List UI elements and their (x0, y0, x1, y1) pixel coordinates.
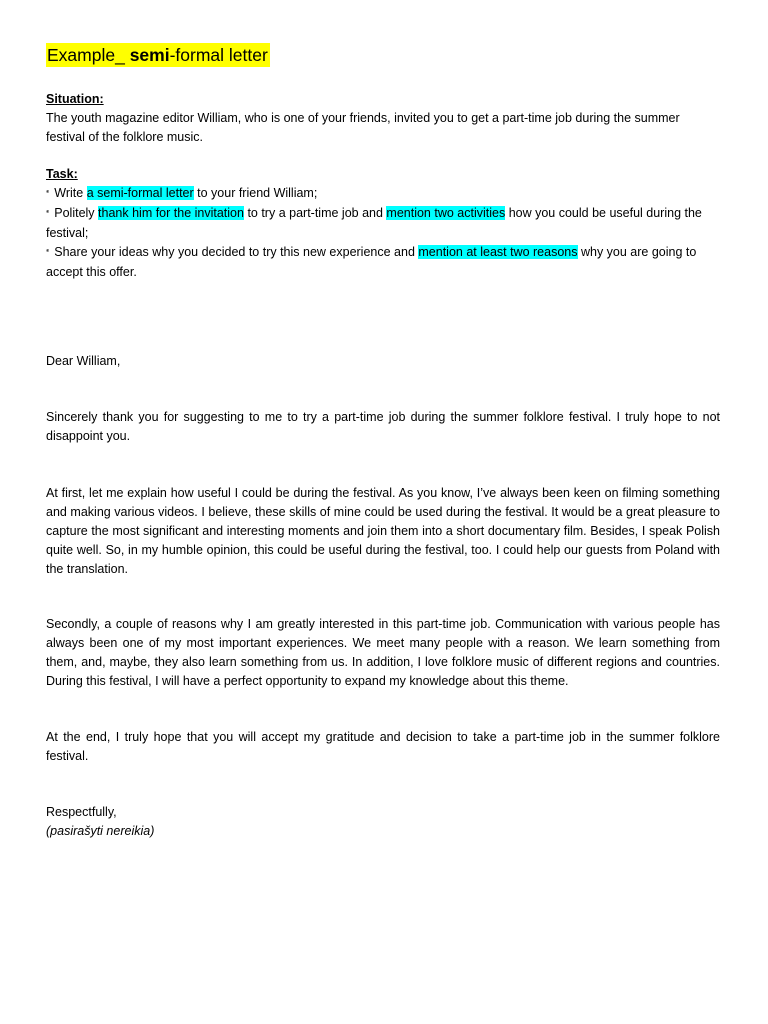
situation-heading: Situation: (46, 92, 104, 106)
letter-greeting: Dear William, (46, 354, 121, 368)
letter-paragraph-4: At the end, I truly hope that you will accept my gratitude and decision to take a part-time job in the summer folklore festival. (46, 730, 720, 763)
title-prefix: Example_ (47, 45, 130, 65)
highlight: mention at least two reasons (418, 245, 578, 259)
task-item: ‘‘ Write a semi-formal letter to your friend William; (46, 186, 318, 200)
title-suffix: -formal letter (169, 45, 268, 65)
bullet-icon: ‘‘ (46, 189, 49, 200)
page-title (46, 43, 270, 67)
task-section (46, 165, 720, 282)
highlight: mention two activities (386, 206, 506, 220)
task-item: ‘‘ Politely thank him for the invitation to try a part-time job and mention two activities how you could be useful during the festival; (46, 206, 702, 240)
situation-section (46, 90, 720, 147)
situation-text: The youth magazine editor William, who is one of your friends, invited you to get a part-time job during the summer festival of the folklore music. (46, 111, 680, 144)
task-item: ‘‘ Share your ideas why you decided to try this new experience and mention at least two reasons why you are going to accept this offer. (46, 245, 697, 279)
task-heading: Task: (46, 167, 78, 181)
closing-text: Respectfully, (46, 805, 117, 819)
letter-paragraph-3: Secondly, a couple of reasons why I am greatly interested in this part-time job. Communication with various people has always been one of my most important experiences. We meet many people with a reason. We learn something from them, and, maybe, they also learn something from us. In addition, I love folklore music of different regions and countries. During this festival, I will have a perfect opportunity to expand my knowledge about this theme. (46, 617, 720, 688)
highlight: a semi-formal letter (86, 186, 194, 200)
bullet-icon: ‘‘ (46, 209, 49, 220)
letter-closing (46, 803, 720, 841)
title-bold: semi (129, 45, 170, 65)
signature-note: (pasirašyti nereikia) (46, 824, 155, 838)
highlight: thank him for the invitation (98, 206, 244, 220)
letter-paragraph-1: Sincerely thank you for suggesting to me to try a part-time job during the summer folklore festival. I truly hope to not disappoint you. (46, 410, 720, 443)
letter-paragraph-2: At first, let me explain how useful I could be during the festival. As you know, I’ve always been keen on filming something and making various videos. I believe, these skills of mine could be used during the festival. It would be a great pleasure to capture the most significant and interesting moments and join them into a short documentary film. Besides, I speak Polish quite well. So, in my humble opinion, this could be useful during the festival, too. I could help our guests from Poland with the translation. (46, 486, 720, 576)
bullet-icon: ‘‘ (46, 248, 49, 259)
